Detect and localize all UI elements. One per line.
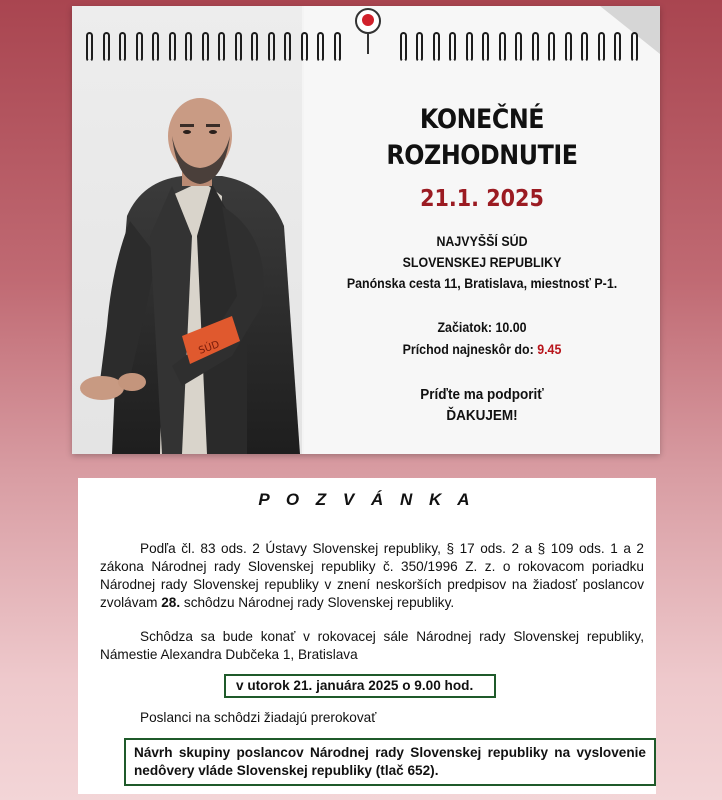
binding-ring [631, 32, 638, 62]
binding-ring [218, 32, 225, 62]
arrival-label: Príchod najneskôr do: [402, 342, 534, 357]
binding-ring [515, 32, 522, 62]
paragraph-1-text-b: schôdzu Národnej rady Slovenskej republiky. [183, 595, 455, 610]
binding-ring [251, 32, 258, 62]
binding-ring [581, 32, 588, 62]
binding-ring [433, 32, 440, 62]
meeting-date-box: v utorok 21. januára 2025 o 9.00 hod. [224, 674, 496, 698]
pushpin-icon [355, 8, 381, 34]
binding-ring [565, 32, 572, 62]
man-portrait-illustration [72, 6, 302, 454]
binding-ring [202, 32, 209, 62]
headline-line-2: ROZHODNUTIE [386, 140, 578, 171]
court-name-line-1: NAJVYŠŠÍ SÚD [436, 234, 528, 249]
session-number: 28. [161, 595, 181, 610]
binding-ring [466, 32, 473, 62]
invitation-paragraph-3: Poslanci na schôdzi žiadajú prerokovať [140, 710, 377, 725]
binding-ring [449, 32, 456, 62]
call-to-action: Príďte ma podporiť [420, 386, 544, 403]
binding-ring [235, 32, 242, 62]
motion-box: Návrh skupiny poslancov Národnej rady Slovenskej republiky na vyslovenie nedôvery vláde Slovenskej republiky (tlač 652). [124, 738, 656, 786]
binding-ring [532, 32, 539, 62]
binding-ring [152, 32, 159, 62]
binding-ring [268, 32, 275, 62]
binding-ring [334, 32, 341, 62]
binding-ring [284, 32, 291, 62]
invitation-document [78, 478, 656, 794]
event-date: 21.1. 2025 [420, 186, 544, 212]
binding-ring [614, 32, 621, 62]
binding-ring [317, 32, 324, 62]
court-address: Panónska cesta 11, Bratislava, miestnosť P-1. [346, 276, 618, 291]
binding-ring [103, 32, 110, 62]
binding-ring [548, 32, 555, 62]
spiral-binding [86, 32, 646, 66]
invitation-paragraph-1 [100, 540, 644, 612]
thank-you: ĎAKUJEM! [446, 407, 518, 424]
binding-ring [400, 32, 407, 62]
binding-ring [119, 32, 126, 62]
binding-ring [598, 32, 605, 62]
arrival-time-value: 9.45 [537, 342, 562, 357]
headline-line-1: KONEČNÉ [419, 104, 545, 135]
binding-ring [86, 32, 93, 62]
binding-ring [185, 32, 192, 62]
court-name-line-2: SLOVENSKEJ REPUBLIKY [402, 255, 562, 270]
headline [325, 102, 638, 174]
calendar-card [72, 6, 660, 454]
photo-panel [72, 6, 302, 454]
binding-ring [136, 32, 143, 62]
binding-ring [416, 32, 423, 62]
calendar-text-panel [304, 6, 660, 454]
invitation-paragraph-2: Schôdza sa bude konať v rokovacej sále Národnej rady Slovenskej republiky, Námestie Alexandra Dubčeka 1, Bratislava [100, 629, 644, 662]
start-time: Začiatok: 10.00 [437, 320, 527, 335]
binding-ring [482, 32, 489, 62]
armband-label: SÚD [197, 339, 222, 357]
invitation-title: P O Z V Á N K A [258, 490, 476, 509]
arrival-time [318, 342, 646, 357]
pin-stem [367, 32, 369, 54]
binding-ring [301, 32, 308, 62]
paragraph-1-text-a: Podľa čl. 83 ods. 2 Ústavy Slovenskej republiky, § 17 ods. 2 a § 109 ods. 1 a 2 zákona Národnej rady Slovenskej republiky č. 350/1996 Z. z. o rokovacom poriadku Národnej rady Slovenskej republiky v znení neskorších predpisov na žiadosť poslancov zvolávam [100, 541, 644, 610]
binding-ring [499, 32, 506, 62]
binding-ring [169, 32, 176, 62]
